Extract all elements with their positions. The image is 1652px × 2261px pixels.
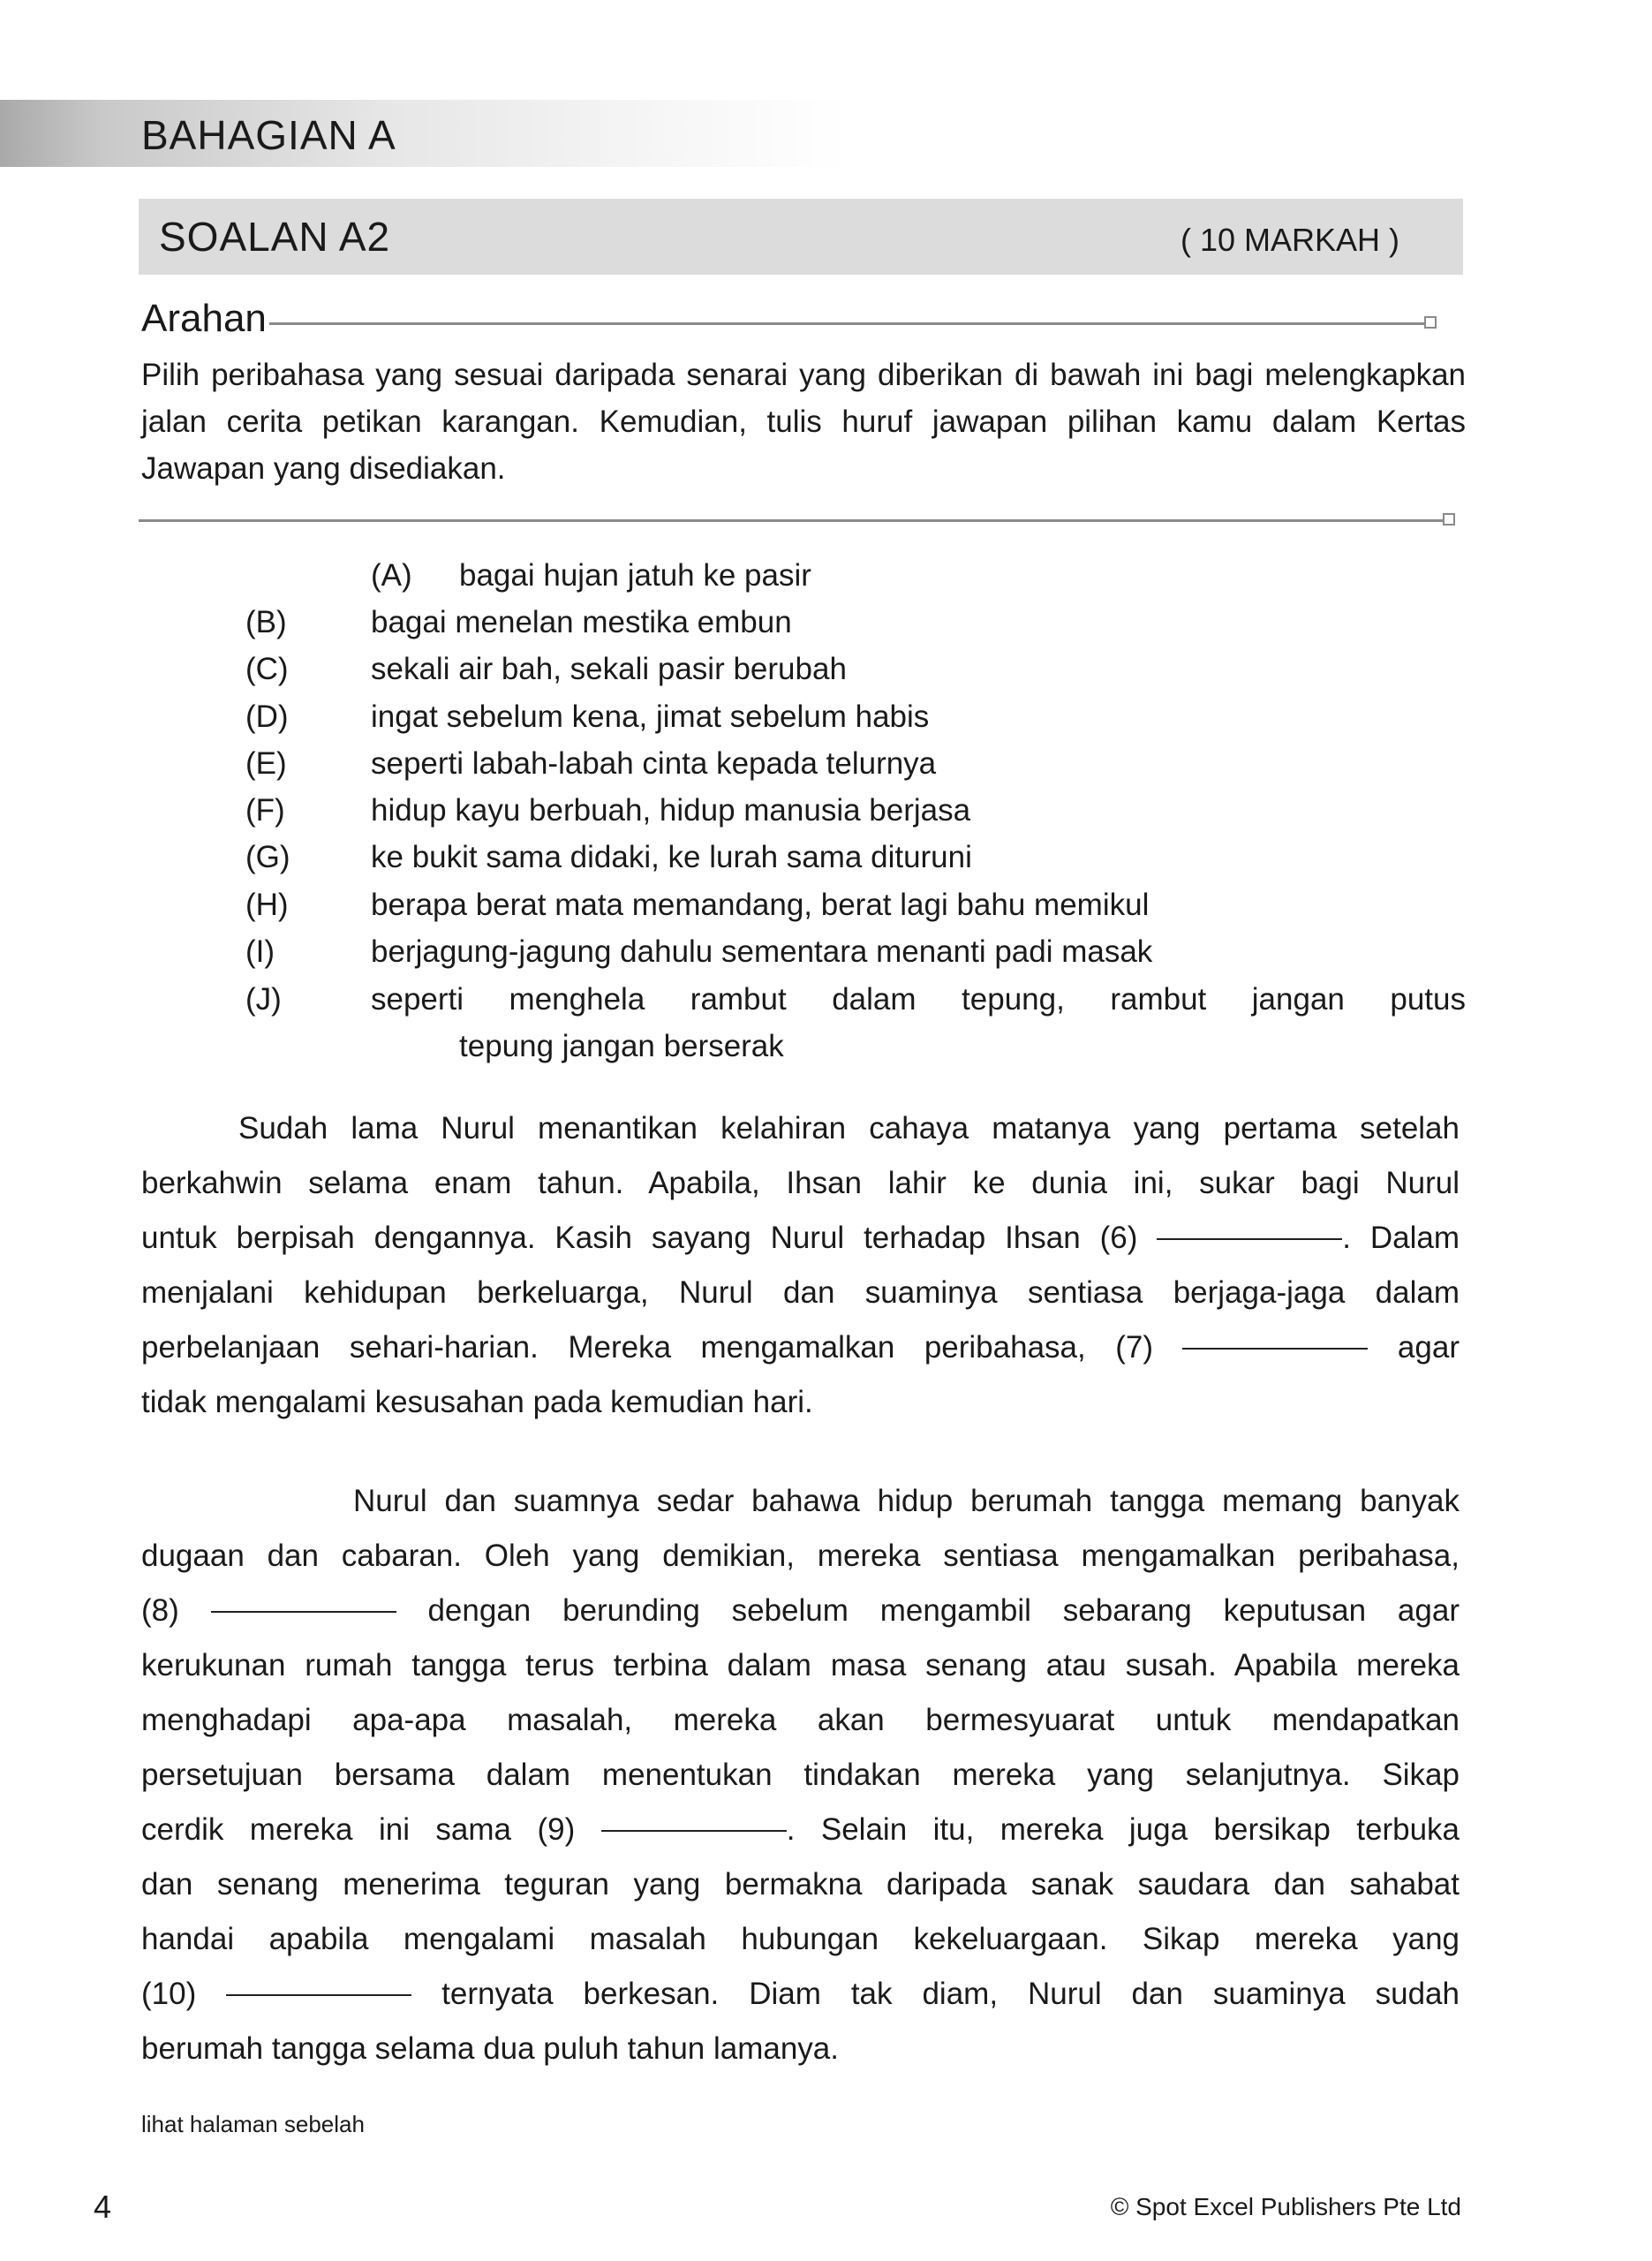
option-text-continued: tepung jangan berserak xyxy=(459,1029,784,1063)
answer-blank-7 xyxy=(1182,1348,1368,1350)
option-letter: (B) xyxy=(245,605,287,639)
option-text: berjagung-jagung dahulu sementara menanti padi masak xyxy=(371,934,1153,969)
option-text: hidup kayu berbuah, hidup manusia berjasa xyxy=(371,793,971,828)
copyright-notice: © Spot Excel Publishers Pte Ltd xyxy=(1110,2193,1461,2220)
option-text: bagai hujan jatuh ke pasir xyxy=(459,558,811,593)
passage-line: cerdik mereka ini sama (9) . Selain itu, mereka juga bersikap terbuka xyxy=(141,1812,1460,1847)
section-title: BAHAGIAN A xyxy=(141,112,396,158)
option-letter: (C) xyxy=(245,652,289,686)
passage-line: (10) ternyata berkesan. Diam tak diam, Nurul dan suaminya sudah xyxy=(141,1977,1460,2011)
passage-line: menjalani kehidupan berkeluarga, Nurul dan suaminya sentiasa berjaga-jaga dalam xyxy=(141,1275,1460,1310)
option-text: sekali air bah, sekali pasir berubah xyxy=(371,652,847,686)
question-marks: ( 10 MARKAH ) xyxy=(1180,222,1399,258)
passage-line: berkahwin selama enam tahun. Apabila, Ihsan lahir ke dunia ini, sukar bagi Nurul xyxy=(141,1166,1460,1200)
option-letter: (H) xyxy=(245,888,289,922)
answer-blank-10 xyxy=(226,1994,411,1996)
answer-blank-8 xyxy=(211,1611,396,1613)
answer-blank-9 xyxy=(601,1830,787,1832)
option-text: ingat sebelum kena, jimat sebelum habis xyxy=(371,699,930,734)
instruction-heading: Arahan xyxy=(141,297,267,340)
option-text: ke bukit sama didaki, ke lurah sama dituruni xyxy=(371,840,972,874)
passage-line: kerukunan rumah tangga terus terbina dalam masa senang atau susah. Apabila mereka xyxy=(141,1648,1460,1683)
rule-end-marker xyxy=(1443,513,1455,526)
instruction-text: Pilih peribahasa yang sesuai daripada senarai yang diberikan di bawah ini bagi melengkapkan jalan cerita petikan karangan. Kemudian, tulis huruf jawapan pilihan kamu dalam Kertas Jawapan yang disediakan. xyxy=(141,358,1466,486)
option-text: berapa berat mata memandang, berat lagi bahu memikul xyxy=(371,888,1150,922)
answer-blank-6 xyxy=(1157,1238,1342,1240)
option-letter: (D) xyxy=(245,699,289,734)
passage-line: Sudah lama Nurul menantikan kelahiran cahaya matanya yang pertama setelah xyxy=(238,1111,1460,1146)
option-letter: (E) xyxy=(245,746,287,781)
option-letter: (G) xyxy=(245,840,290,874)
option-text: bagai menelan mestika embun xyxy=(371,605,792,639)
option-text: seperti menghela rambut dalam tepung, rambut jangan putus xyxy=(371,982,1466,1017)
option-letter: (J) xyxy=(245,982,282,1017)
passage-line: perbelanjaan sehari-harian. Mereka mengamalkan peribahasa, (7) agar xyxy=(141,1330,1460,1365)
option-text: seperti labah-labah cinta kepada telurnya xyxy=(371,746,937,781)
passage-line: dan senang menerima teguran yang bermakna daripada sanak saudara dan sahabat xyxy=(141,1867,1460,1902)
passage-line: tidak mengalami kesusahan pada kemudian hari. xyxy=(141,1385,813,1419)
passage-line: untuk berpisah dengannya. Kasih sayang Nurul terhadap Ihsan (6) . Dalam xyxy=(141,1221,1460,1255)
next-page-note: lihat halaman sebelah xyxy=(141,2111,365,2137)
option-letter: (I) xyxy=(245,934,275,969)
passage-line: menghadapi apa-apa masalah, mereka akan bermesyuarat untuk mendapatkan xyxy=(141,1703,1460,1737)
rule-end-marker xyxy=(1424,316,1437,329)
passage-line: Nurul dan suamnya sedar bahawa hidup berumah tangga memang banyak xyxy=(353,1484,1460,1518)
instruction-heading-rule xyxy=(269,322,1428,325)
section-banner xyxy=(0,100,848,167)
page-number: 4 xyxy=(94,2189,112,2225)
question-title: SOALAN A2 xyxy=(159,214,391,260)
option-letter: (F) xyxy=(245,793,285,828)
option-letter: (A) xyxy=(371,558,412,593)
passage-line: persetujuan bersama dalam menentukan tindakan mereka yang selanjutnya. Sikap xyxy=(141,1758,1460,1792)
passage-line: handai apabila mengalami masalah hubungan kekeluargaan. Sikap mereka yang xyxy=(141,1922,1460,1956)
passage-line: dugaan dan cabaran. Oleh yang demikian, mereka sentiasa mengamalkan peribahasa, xyxy=(141,1539,1460,1573)
instruction-bottom-rule xyxy=(139,519,1445,522)
passage-line: (8) dengan berunding sebelum mengambil sebarang keputusan agar xyxy=(141,1593,1460,1628)
passage-line: berumah tangga selama dua puluh tahun lamanya. xyxy=(141,2031,839,2066)
